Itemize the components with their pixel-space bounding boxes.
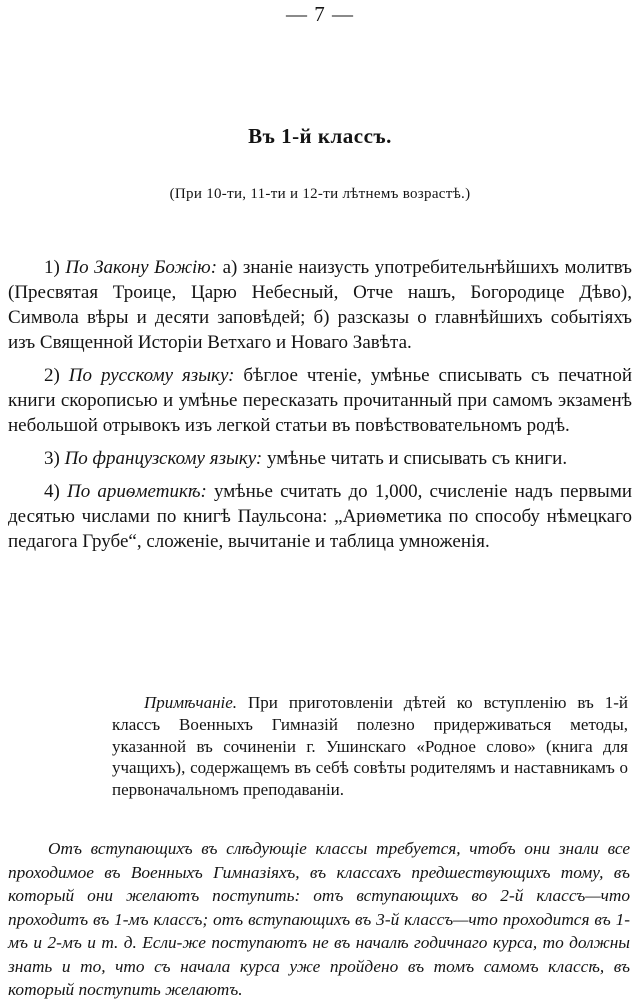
page-number: — 7 — <box>286 2 354 26</box>
subject-number: 3) <box>44 448 60 469</box>
subject-number: 2) <box>44 365 60 386</box>
subject-number: 4) <box>44 481 60 502</box>
subject-text: умѣнье читать и списывать съ книги. <box>267 448 568 469</box>
subject-number: 1) <box>44 257 60 278</box>
class-heading: Въ 1-й классъ. <box>248 124 392 148</box>
subject-item-russian <box>8 363 632 438</box>
subject-label: По русскому языку: <box>68 365 235 386</box>
subject-text: а) знаніе наизусть употребительнѣйшихъ молитвъ (Пресвятая Троице, Царю Небесный, Отче нашъ, Богородице Дѣво), Символа вѣры и десяти заповѣдей; б) разсказы о главнѣйшихъ событіяхъ изъ Священной Исторіи Ветхаго и Новаго Завѣта. <box>8 257 632 353</box>
subject-label: По ариѳметикѣ: <box>67 481 207 502</box>
admission-requirements-note: Отъ вступающихъ въ слѣдующіе классы требуется, чтобъ они знали все проходимое въ Военныхъ Гимназіяхъ, въ классахъ предшествующихъ тому, въ который они желаютъ поступить: отъ вступающихъ во 2-й классъ—что проходитъ въ 1-мъ классъ; отъ вступающихъ въ 3-й классъ—что проходится въ 1-мъ и 2-мъ и т. д. Если-же поступаютъ не въ началѣ годичнаго курса, то должны знать и то, что съ начала курса уже пройдено въ томъ самомъ классѣ, въ который поступить желаютъ. <box>8 839 630 1000</box>
age-note: (При 10-ти, 11-ти и 12-ти лѣтнемъ возрастѣ.) <box>169 186 471 202</box>
subject-label: По французскому языку: <box>64 448 263 469</box>
subject-item-religion <box>8 255 632 355</box>
subject-label: По Закону Божію: <box>65 257 218 278</box>
subject-text: умѣнье считать до 1,000, счисленіе надъ первыми десятью числами по книгѣ Паульсона: „Ариѳметика по способу нѣмецкаго педагога Грубе“, сложеніе, вычитаніе и таблица умноженія. <box>8 481 633 552</box>
remark-note <box>112 692 628 801</box>
remark-text: При приготовленіи дѣтей ко вступленію въ 1-й классъ Военныхъ Гимназій полезно придерживаться методы, указанной въ сочиненіи г. Ушинскаго «Родное слово» (книга для учащихъ), содержащемъ въ себѣ совѣты родителямъ и наставникамъ о первоначальномъ преподаваніи. <box>112 693 628 800</box>
remark-label: Примѣчаніе. <box>144 693 238 712</box>
subject-list <box>8 255 632 562</box>
subject-item-french <box>8 446 632 471</box>
subject-item-arithmetic <box>8 479 632 554</box>
subject-text: бѣглое чтеніе, умѣнье списывать съ печатной книги скорописью и умѣнье пересказать прочитанный при самомъ экзаменѣ небольшой отрывокъ изъ легкой статьи въ повѣствовательномъ родѣ. <box>8 365 633 436</box>
